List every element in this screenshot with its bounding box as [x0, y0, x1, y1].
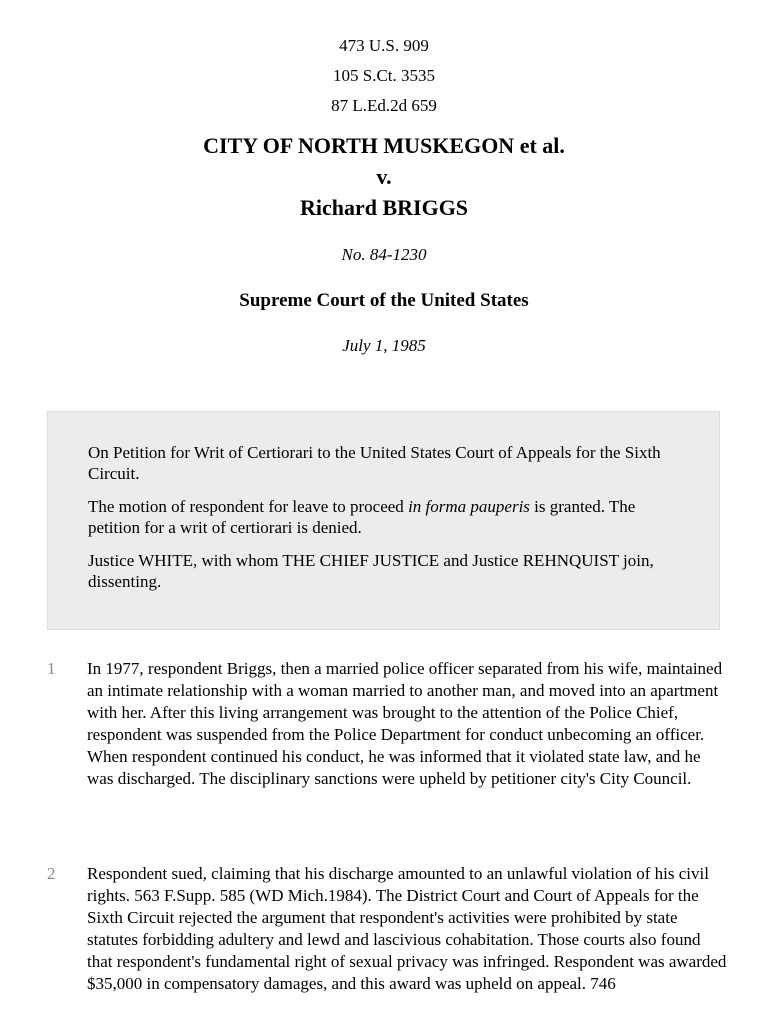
motion-text-end: is granted. The petition for a writ of certiorari is denied. — [88, 497, 636, 537]
petition-text: On Petition for Writ of Certiorari to the United States Court of Appeals for the Sixth Circuit. — [88, 443, 661, 483]
paragraph-text: Respondent sued, claiming that his discharge amounted to an unlawful violation of his civil rights. 563 F.Supp. 585 (WD Mich.1984). The District Court and Court of Appeals for the Sixth Circuit rejected the argument that respondent's activities were prohibited by state statutes forbidding adultery and lewd and lascivious cohabitation. Those courts also found that respondent's fundamental right of sexual privacy was infringed. Respondent was awarded $35,000 in compensatory damages, and this award was upheld on appeal. 746 — [87, 864, 727, 993]
dissent-text: Justice WHITE, with whom THE CHIEF JUSTICE and Justice REHNQUIST join, dissenting. — [88, 551, 654, 591]
decision-date: July 1, 1985 — [342, 336, 426, 355]
versus-label: v. — [376, 164, 392, 189]
paragraph-text: In 1977, respondent Briggs, then a married police officer separated from his wife, maintained an intimate relationship with a woman married to another man, and moved into an apartment with her. After this living arrangement was brought to the attention of the Police Chief, respondent was suspended from the Police Department for conduct unbecoming an officer. When respondent continued his conduct, he was informed that it violated state law, and he was discharged. The disciplinary sanctions were upheld by petitioner city's City Council. — [87, 659, 723, 788]
citations — [0, 36, 768, 116]
summary-box — [47, 411, 720, 630]
paragraph-1 — [47, 658, 727, 790]
motion-text-start: The motion of respondent for leave to proceed — [88, 497, 409, 516]
case-title — [0, 130, 768, 223]
paragraph-number: 2 — [47, 864, 56, 883]
citation-led: 87 L.Ed.2d 659 — [331, 96, 437, 115]
motion-text — [88, 496, 679, 538]
citation-us: 473 U.S. 909 — [339, 36, 429, 55]
court-name: Supreme Court of the United States — [239, 290, 529, 311]
respondent-name: Richard BRIGGS — [299, 195, 469, 220]
citation-sct: 105 S.Ct. 3535 — [332, 66, 436, 85]
docket-number: No. 84-1230 — [341, 245, 427, 264]
paragraph-number: 1 — [47, 659, 56, 678]
petitioner-name: CITY OF NORTH MUSKEGON et al. — [203, 133, 565, 158]
motion-text-italic: in forma pauperis — [408, 497, 530, 516]
paragraph-2 — [47, 863, 727, 995]
